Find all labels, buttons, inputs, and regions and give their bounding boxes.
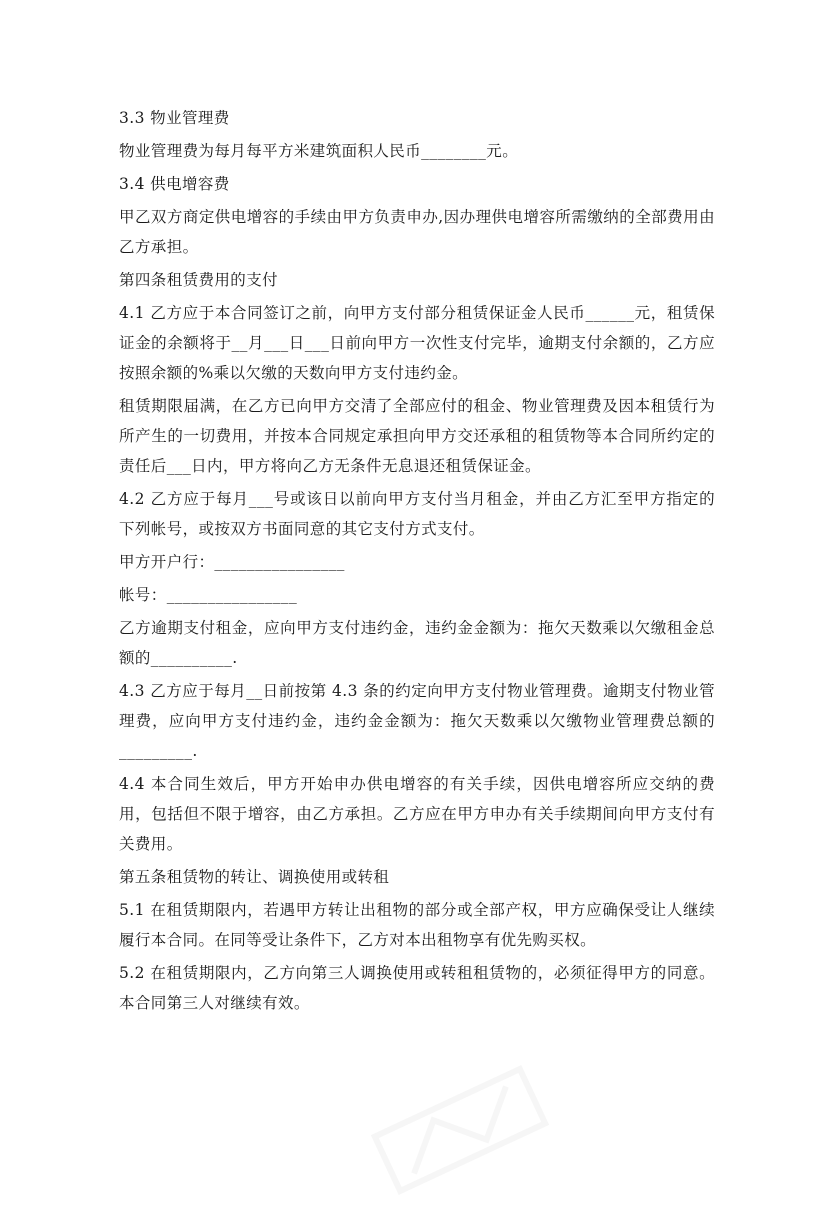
article-5-heading: 第五条租赁物的转让、调换使用或转租 (119, 868, 390, 886)
late-rent-penalty-text: 乙方逾期支付租金，应向甲方支付违约金，违约金金额为：拖欠天数乘以欠缴租金总额的__________. (119, 619, 715, 667)
section-4-2-text: 4.2 乙方应于每月___号或该日以前向甲方支付当月租金，并由乙方汇至甲方指定的下列帐号，或按双方书面同意的其它支付方式支付。 (119, 490, 715, 538)
article-4-heading: 第四条租赁费用的支付 (119, 271, 279, 289)
account-number-line: 帐号：________________ (119, 586, 298, 604)
section-4-3-text: 4.3 乙方应于每月__日前按第 4.3 条的约定向甲方支付物业管理费。逾期支付物业管理费，应向甲方支付违约金，违约金金额为：拖欠天数乘以欠缴物业管理费总额的_________. (119, 682, 715, 760)
section-3-4-text: 甲乙双方商定供电增容的手续由甲方负责申办,因办理供电增容所需缴纳的全部费用由乙方承担。 (119, 208, 715, 256)
section-3-3-text: 物业管理费为每月每平方米建筑面积人民币________元。 (119, 142, 519, 160)
deposit-refund-text: 租赁期限届满，在乙方已向甲方交清了全部应付的租金、物业管理费及因本租赁行为所产生的一切费用，并按本合同规定承担向甲方交还承租的租赁物等本合同所约定的责任后___日内，甲方将向乙方无条件无息退还租赁保证金。 (119, 397, 715, 475)
section-4-4-text: 4.4 本合同生效后，甲方开始申办供电增容的有关手续，因供电增容所应交纳的费用，包括但不限于增容，由乙方承担。乙方应在甲方申办有关手续期间向甲方支付有关费用。 (119, 775, 715, 853)
section-4-1-text: 4.1 乙方应于本合同签订之前，向甲方支付部分租赁保证金人民币______元，租赁保证金的余额将于__月___日___日前向甲方一次性支付完毕，逾期支付余额的，乙方应按照余额的%乘以欠缴的天数向甲方支付违约金。 (119, 304, 715, 382)
watermark-graphic (348, 1042, 572, 1217)
section-3-3-heading: 3.3 物业管理费 (119, 109, 230, 127)
document-body (119, 103, 715, 1021)
section-5-2-text: 5.2 在租赁期限内，乙方向第三人调换使用或转租租赁物的，必须征得甲方的同意。本合同第三人对继续有效。 (119, 964, 715, 1012)
section-5-1-text: 5.1 在租赁期限内，若遇甲方转让出租物的部分或全部产权，甲方应确保受让人继续履行本合同。在同等受让条件下，乙方对本出租物享有优先购买权。 (119, 901, 715, 949)
bank-name-line: 甲方开户行：________________ (119, 553, 345, 571)
section-3-4-heading: 3.4 供电增容费 (119, 175, 230, 193)
